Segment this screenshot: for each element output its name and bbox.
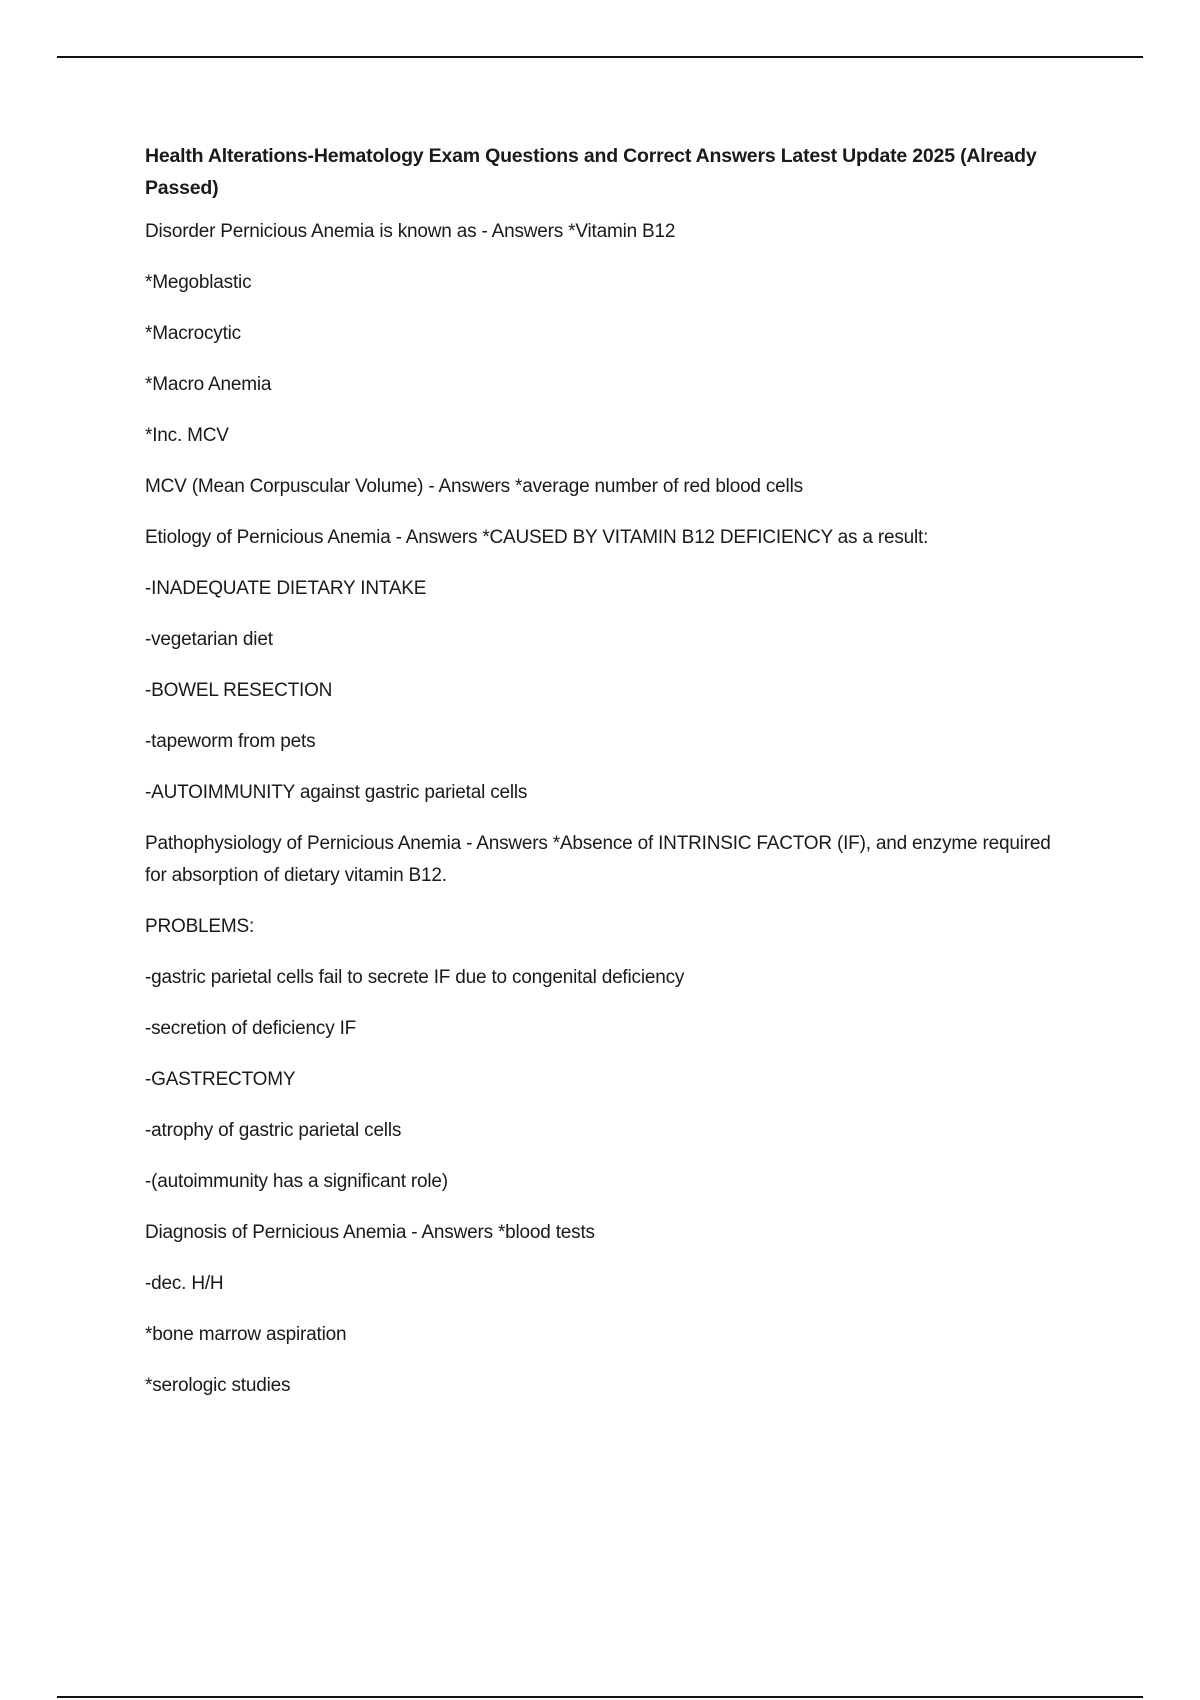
paragraph-autoimmunity: -AUTOIMMUNITY against gastric parietal cells [145,782,528,803]
footer-rule [57,1696,1143,1698]
paragraph-megoblastic: *Megoblastic [145,272,252,293]
paragraph-inc-mcv: *Inc. MCV [145,425,229,446]
paragraph-secretion-deficiency: -secretion of deficiency IF [145,1018,357,1039]
paragraph-problems: PROBLEMS: [145,916,255,937]
paragraph-gastrectomy: -GASTRECTOMY [145,1069,296,1090]
paragraph-autoimmunity-role: -(autoimmunity has a significant role) [145,1171,448,1192]
paragraph-atrophy: -atrophy of gastric parietal cells [145,1120,402,1141]
paragraph-macrocytic: *Macrocytic [145,323,241,344]
document-title: Health Alterations-Hematology Exam Questions and Correct Answers Latest Update 2025 (Already Passed) [145,145,1037,199]
paragraph-macro-anemia: *Macro Anemia [145,374,272,395]
paragraph-dec-hh: -dec. H/H [145,1273,224,1294]
paragraph-pernicious-anemia-known-as: Disorder Pernicious Anemia is known as - Answers *Vitamin B12 [145,221,676,242]
paragraph-mcv-definition: MCV (Mean Corpuscular Volume) - Answers *average number of red blood cells [145,476,803,497]
paragraph-vegetarian-diet: -vegetarian diet [145,629,273,650]
paragraph-serologic-studies: *serologic studies [145,1375,291,1396]
paragraph-pathophysiology: Pathophysiology of Pernicious Anemia - Answers *Absence of INTRINSIC FACTOR (IF), and enzyme required for absorption of dietary vitamin B12. [145,833,1051,886]
document-body [145,140,1065,1402]
header-rule [57,56,1143,58]
paragraph-bone-marrow: *bone marrow aspiration [145,1324,347,1345]
paragraph-etiology: Etiology of Pernicious Anemia - Answers *CAUSED BY VITAMIN B12 DEFICIENCY as a result: [145,527,929,548]
paragraph-congenital-deficiency: -gastric parietal cells fail to secrete IF due to congenital deficiency [145,967,685,988]
paragraph-diagnosis: Diagnosis of Pernicious Anemia - Answers *blood tests [145,1222,595,1243]
paragraph-inadequate-intake: -INADEQUATE DIETARY INTAKE [145,578,427,599]
paragraph-tapeworm: -tapeworm from pets [145,731,316,752]
paragraph-bowel-resection: -BOWEL RESECTION [145,680,333,701]
